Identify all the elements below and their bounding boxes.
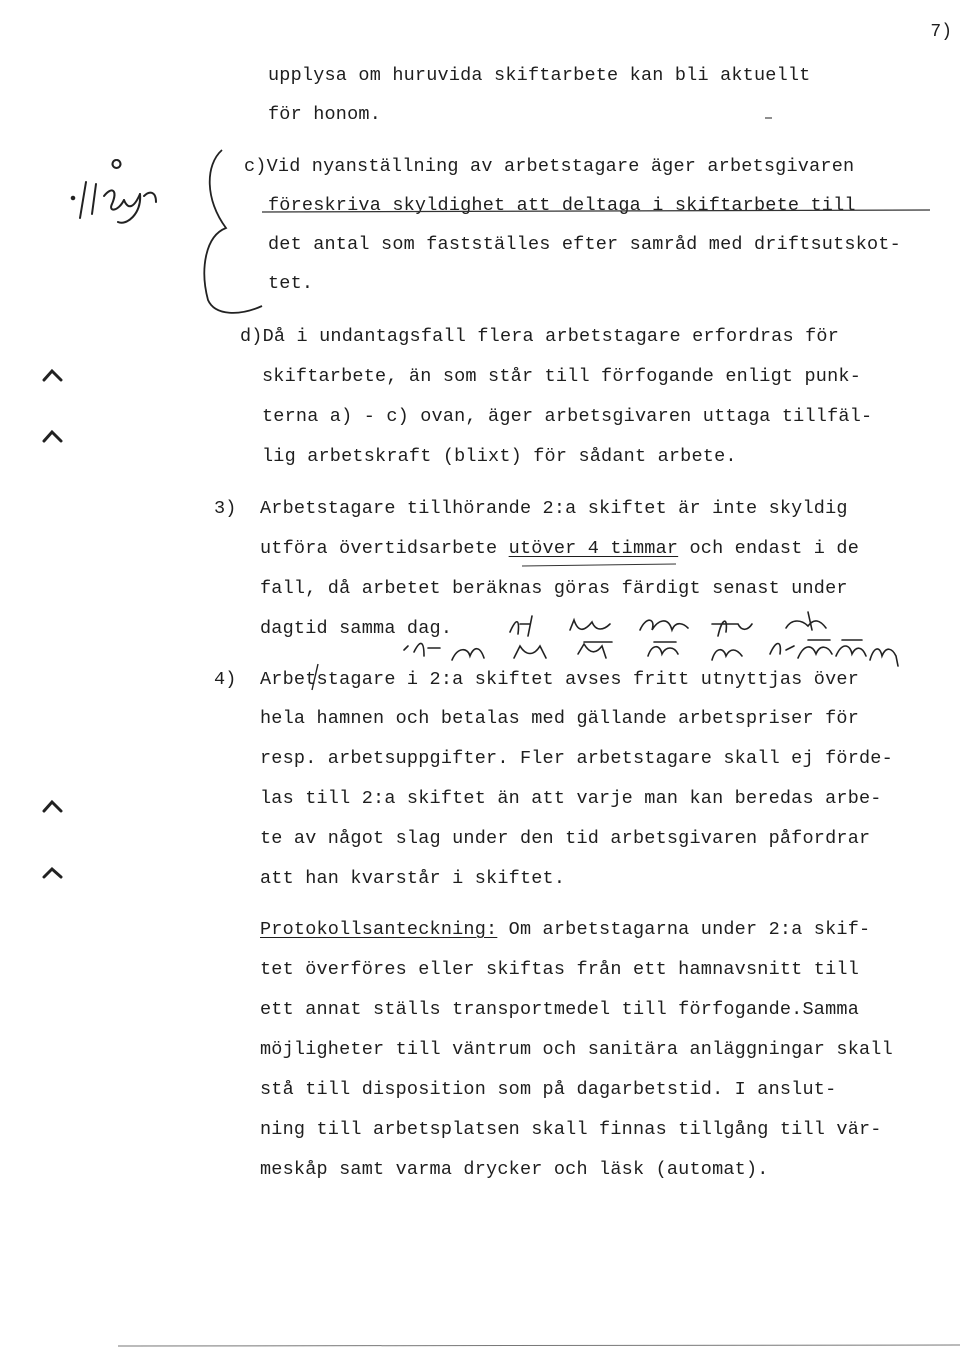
clause-c-line: tet. [268,273,314,294]
clause-d-line: terna a) - c) ovan, äger arbetsgivaren uttaga tillfäl- [262,406,873,427]
section-3-line: utföra övertidsarbete utöver 4 timmar och endast i de [260,538,860,559]
clause-d-line: skiftarbete, än som står till förfogande enligt punk- [262,366,861,387]
clause-c-line: c)Vid nyanställning av arbetstagare äger arbetsgivaren [244,156,855,177]
margin-marks [44,371,61,877]
clause-d-line: d)Då i undantagsfall flera arbetstagare erfordras för [240,326,839,347]
margin-handwriting [72,160,156,223]
section-3-line: fall, då arbetet beräknas göras färdigt senast under [260,578,848,599]
clause-c-line: föreskriva skyldighet att deltaga i skiftarbete till [268,195,856,216]
protocol-note-line: tet överföres eller skiftas från ett hamnavsnitt till [260,959,859,980]
protocol-note-line: ett annat ställs transportmedel till förfogande.Samma [260,999,859,1020]
section-3-line: dagtid samma dag. [260,618,453,639]
clause-c-line: det antal som fastställes efter samråd med driftsutskot- [268,234,901,255]
text-line: upplysa om huruvida skiftarbete kan bli aktuellt [268,65,811,86]
section-number: 4) [214,669,237,690]
protocol-note-line: meskåp samt varma drycker och läsk (automat). [260,1159,769,1180]
clause-d-line: lig arbetskraft (blixt) för sådant arbete. [262,446,737,467]
section-3-line: Arbetstagare tillhörande 2:a skiftet är inte skyldig [260,498,848,519]
page-number: 7) [930,22,952,42]
section-4-line: Arbetstagare i 2:a skiftet avses fritt utnyttjas över [260,669,859,690]
section-4-line: te av något slag under den tid arbetsgivaren påfordrar [260,828,871,849]
protocol-note-line: Protokollsanteckning: Om arbetstagarna under 2:a skif- [260,919,871,940]
bottom-rule [118,1345,960,1346]
protocol-note-line: möjligheter till väntrum och sanitära anläggningar skall [260,1039,893,1060]
section-4-line: resp. arbetsuppgifter. Fler arbetstagare skall ej förde- [260,748,893,769]
protocol-note-label: Protokollsanteckning: [260,919,498,940]
section-4-line: hela hamnen och betalas med gällande arbetspriser för [260,708,859,729]
section-4-line: att han kvarstår i skiftet. [260,868,566,889]
protocol-note-line: stå till disposition som på dagarbetstid. I anslut- [260,1079,837,1100]
protocol-note-line: ning till arbetsplatsen skall finnas tillgång till vär- [260,1119,882,1140]
handwritten-insertion [404,612,898,666]
section-4-line: las till 2:a skiftet än att varje man kan beredas arbe- [260,788,882,809]
text-line: för honom. [268,104,382,125]
section-number: 3) [214,498,237,519]
